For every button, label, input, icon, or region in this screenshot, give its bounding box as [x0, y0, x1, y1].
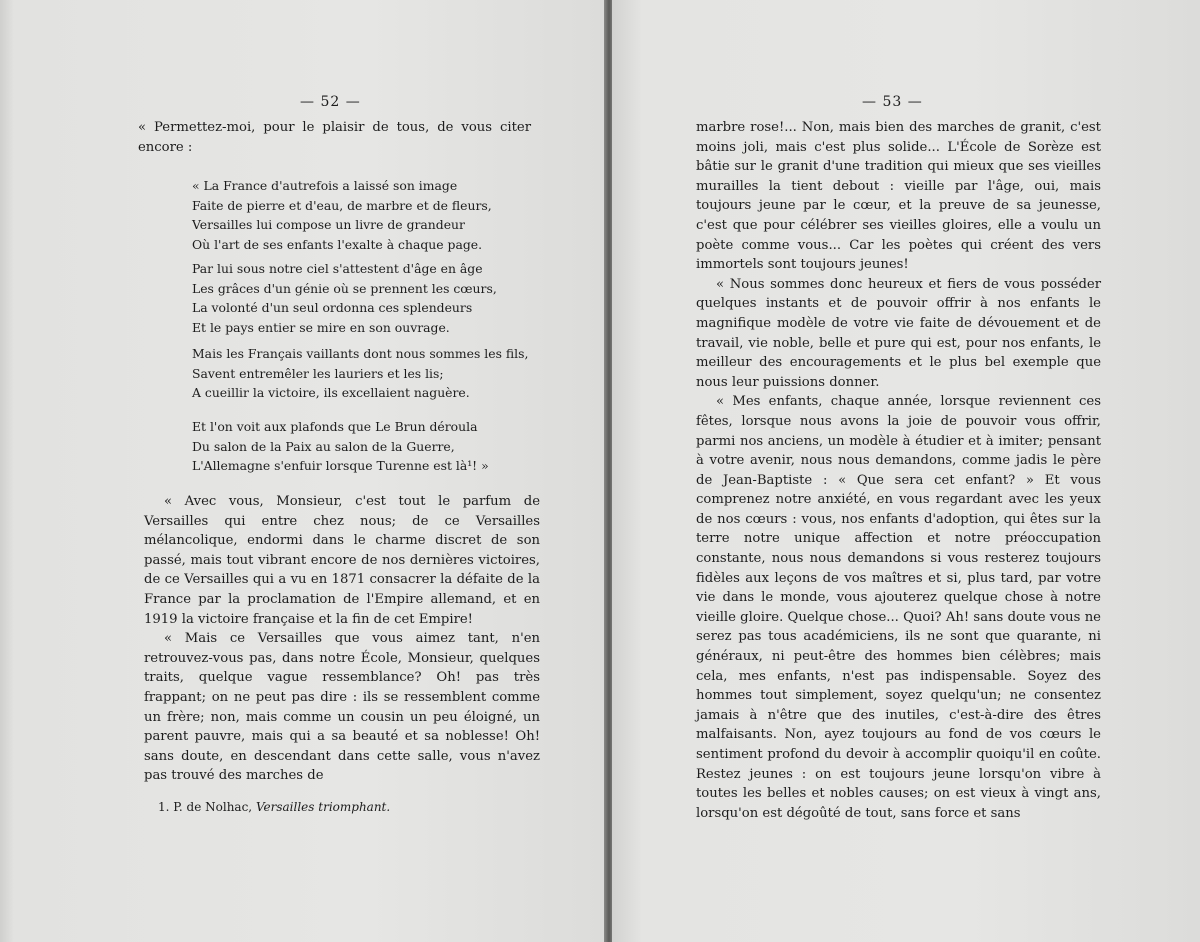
- verse-line: Et le pays entier se mire en son ouvrage.: [192, 319, 450, 335]
- verse-line: La volonté d'un seul ordonna ces splendeurs: [192, 300, 473, 316]
- paragraph: « Avec vous, Monsieur, c'est tout le parfum de Versailles qui entre chez nous; de ce Versailles mélancolique, endormi dans le charme discret de son passé, mais tout vibrant encore de nos dernières victoires, de ce Versailles qui a vu en 1871 consacrer la défaite de la France par la proclamation de l'Empire allemand, et en 1919 la victoire française et la fin de cet Empire!: [144, 494, 540, 627]
- poem-stanza-2: [192, 259, 512, 337]
- verse-line: A cueillir la victoire, ils excellaient naguère.: [192, 385, 470, 401]
- right-page: [612, 0, 1200, 942]
- page-number-right: — 53 —: [862, 94, 923, 110]
- verse-line: Et l'on voit aux plafonds que Le Brun déroula: [192, 419, 478, 434]
- verse-line: Savent entremêler les lauriers et les lis;: [192, 365, 444, 381]
- paragraph: « Mais ce Versailles que vous aimez tant, n'en retrouvez-vous pas, dans notre École, Monsieur, quelques traits, quelque vague ressemblance? Oh! pas très frappant; on ne peut pas dire : ils se ressemblent comme un frère; non, mais comme un cousin un peu éloigné, un parent pauvre, mais qui a sa beauté et sa noblesse! Oh! sans doute, en descendant dans cette salle, vous n'avez pas trouvé des marches de: [144, 631, 540, 784]
- verse-line: Les grâces d'un génie où se prennent les cœurs,: [192, 280, 497, 296]
- verse-line: L'Allemagne s'enfuir lorsque Turenne est là¹! »: [192, 458, 489, 474]
- paragraph: « Permettez-moi, pour le plaisir de tous, de vous citer encore :: [138, 120, 531, 155]
- verse-line: Où l'art de ses enfants l'exalte à chaque page.: [192, 236, 483, 252]
- verse-line: Mais les Français vaillants dont nous sommes les fils,: [192, 346, 529, 361]
- footnote-title: Versailles triomphant.: [255, 800, 391, 814]
- paragraph: « Mes enfants, chaque année, lorsque reviennent ces fêtes, lorsque nous avons la joie de pouvoir vous offrir, parmi nos anciens, un modèle à étudier et à imiter; pensant à votre avenir, nous nous demandons, comme jadis le père de Jean-Baptiste : « Que sera cet enfant? » Et vous comprenez notre anxiété, en vous regardant avec les yeux de nos cœurs : vous, nos enfants d'adoption, qui êtes sur la terre notre unique affection et notre préoccupation constante, nous nous demandons si vous resterez toujours fidèles aux leçons de vos maîtres et si, plus tard, par votre vie dans le monde, vous ajouterez quelque chose à notre vieille gloire. Quelque chose... Quoi? Ah! sans doute vous ne serez pas tous académiciens, ils ne sont que quarante, ni généraux, ni peut-être des hommes bien célèbres; mais cela, mes enfants, n'est pas indispensable. Soyez des hommes tout simplement, soyez quelqu'un; ne consentez jamais à n'être que des inutiles, c'est-à-dire des êtres malfaisants. Non, ayez toujours au fond de vos cœurs le sentiment profond du devoir à accomplir quoiqu'il en coûte. Restez jeunes : on est toujours jeune lorsqu'on vibre à toutes les belles et nobles causes; on est vieux à vingt ans, lorsqu'on est dégoûté de tout, sans force et sans: [696, 394, 1101, 821]
- paragraph: marbre rose!... Non, mais bien des marches de granit, c'est moins joli, mais c'est plus solide... L'École de Sorèze est bâtie sur le granit d'une tradition qui mieux que ses vieilles murailles la tient debout : vieille par l'âge, oui, mais toujours jeune par le cœur, et la preuve de sa jeunesse, c'est que pour célébrer ses vieilles gloires, elle a voulu un poète comme vous... Car les poètes qui créent des vers immortels sont toujours jeunes!: [696, 120, 1101, 273]
- footnote: [158, 800, 390, 814]
- intro-text: [138, 118, 531, 157]
- footnote-reference: 1. P. de Nolhac,: [158, 800, 253, 814]
- verse-line: Du salon de la Paix au salon de la Guerre,: [192, 438, 455, 454]
- poem-stanza-4: [192, 417, 512, 476]
- poem-stanza-3: [192, 344, 529, 403]
- poem-stanza-1: [192, 176, 512, 254]
- verse-line: Faite de pierre et d'eau, de marbre et de fleurs,: [192, 197, 492, 213]
- verse-line: « La France d'autrefois a laissé son image: [192, 178, 458, 193]
- page-number-left: — 52 —: [300, 94, 361, 110]
- verse-line: Versailles lui compose un livre de grandeur: [192, 217, 465, 233]
- verse-line: Par lui sous notre ciel s'attestent d'âge en âge: [192, 261, 483, 276]
- paragraph: « Nous sommes donc heureux et fiers de vous posséder quelques instants et de pouvoir offrir à nos enfants le magnifique modèle de votre vie faite de dévouement et de travail, vie noble, belle et pure qui est, pour nos enfants, le meilleur des encouragements et le plus bel exemple que nous leur puissions donner.: [696, 276, 1101, 390]
- body-text-left: [144, 492, 540, 786]
- body-text-right: [696, 118, 1101, 823]
